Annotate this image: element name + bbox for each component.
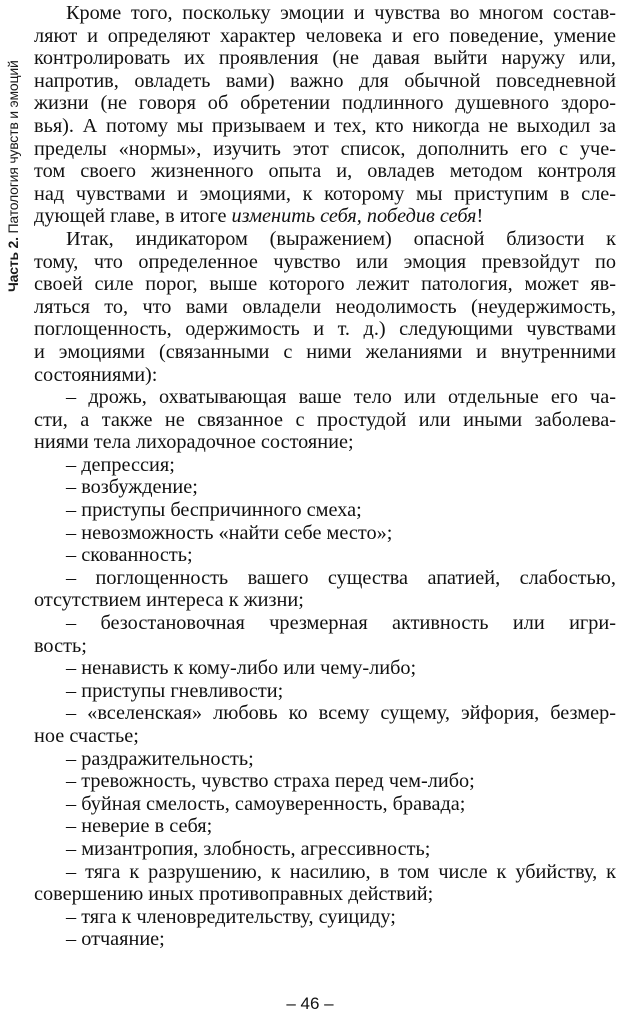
text-line: [34, 364, 616, 387]
text-line-content: над чувствами и эмоциями, к которому мы приступим в сле-: [34, 182, 616, 205]
text-line-content: – «вселенская» любовь ко всему сущему, эйфория, безмер-: [66, 702, 616, 725]
text-line: [34, 748, 616, 771]
text-line-content: – поглощенность вашего существа апатией, слабостью,: [66, 566, 616, 589]
text-line-content: – отчаяние;: [66, 928, 165, 951]
text-line-content: – приступы беспричинного смеха;: [66, 499, 362, 522]
text-line-content: – скованность;: [66, 544, 193, 567]
text-line: [34, 499, 616, 522]
text-line-content: своей силе порог, выше которого лежит патология, может яв-: [34, 273, 616, 296]
text-line: [34, 47, 616, 70]
text-line-content: – буйная смелость, самоуверенность, бравада;: [66, 792, 466, 815]
text-line: [34, 476, 616, 499]
running-header-title: Патология чувств и эмоций: [5, 60, 21, 234]
text-line-content: и эмоциями (связанными с ними желаниями и внутренними: [34, 340, 616, 363]
text-line: [34, 341, 616, 364]
text-line-content: состояниями):: [34, 363, 158, 386]
text-line: [34, 183, 616, 206]
text-line-content: – тяга к членовредительству, суициду;: [66, 905, 396, 928]
text-line-content: вость;: [34, 634, 87, 657]
text-line: [34, 567, 616, 590]
text-line: [34, 251, 616, 274]
text-line: [34, 589, 616, 612]
running-header-part: Часть 2.: [5, 237, 21, 292]
text-line-content: – безостановочная чрезмерная активность или игри-: [66, 612, 616, 635]
text-line: [34, 522, 616, 545]
text-line: [34, 115, 616, 138]
text-line: [34, 409, 616, 432]
text-line-content: – тревожность, чувство страха перед чем-либо;: [66, 770, 475, 793]
text-line-content: – приступы гневливости;: [66, 679, 284, 702]
text-line: [34, 702, 616, 725]
text-line: [34, 138, 616, 161]
text-line-content: Кроме того, поскольку эмоции и чувства во многом состав-: [66, 2, 616, 24]
text-line: [34, 883, 616, 906]
text-line-content: отсутствием интереса к жизни;: [34, 589, 304, 612]
text-line-content: – мизантропия, злобность, агрессивность;: [66, 837, 431, 860]
text-line: [34, 431, 616, 454]
text-line-content: жизни (не говоря об обретении подлинного душевного здоро-: [34, 92, 616, 115]
text-line-content: – дрожь, охватывающая ваше тело или отдельные его ча-: [66, 386, 616, 409]
page-number: – 46 –: [286, 994, 334, 1013]
text-line-content: ное счастье;: [34, 725, 139, 747]
text-line: [34, 838, 616, 861]
text-line: [34, 680, 616, 703]
text-line: [34, 928, 616, 951]
text-line: [34, 228, 616, 251]
text-line: [34, 386, 616, 409]
text-line: [34, 861, 616, 884]
text-line: [34, 770, 616, 793]
text-line: [34, 2, 616, 25]
text-line: [34, 793, 616, 816]
text-line: [34, 160, 616, 183]
text-line: [34, 725, 616, 748]
text-line: [34, 273, 616, 296]
page-body-text: [34, 2, 616, 951]
text-line-content: тому, что определенное чувство или эмоция превзойдут по: [34, 250, 616, 273]
text-line: [34, 318, 616, 341]
text-line-content: ляться то, что вами овладели неодолимость (неудержимость,: [34, 295, 616, 318]
text-line-content: – тяга к разрушению, к насилию, в том числе к убийству, к: [66, 860, 616, 883]
text-line: [34, 612, 616, 635]
text-line-content: контролировать их проявления (не давая выйти наружу или,: [34, 47, 616, 70]
text-line-content: – невозможность «найти себе место»;: [66, 521, 393, 544]
text-line-content: ляют и определяют характер человека и его поведение, умение: [34, 24, 616, 47]
text-line-content: вья). А потому мы призываем и тех, кто никогда не выходил за: [34, 114, 616, 137]
text-line: [34, 205, 616, 228]
text-line: [34, 635, 616, 658]
text-line-content: ниями тела лихорадочное состояние;: [34, 431, 354, 454]
text-line: [34, 906, 616, 929]
running-header-text: [5, 60, 21, 292]
text-line-content: – ненависть к кому-либо или чему-либо;: [66, 657, 417, 680]
text-line-content: дующей главе, в итоге: [34, 205, 232, 228]
text-line-content: совершению иных противоправных действий;: [34, 883, 434, 906]
text-line-content: – неверие в себя;: [66, 815, 213, 838]
text-line-content: – возбуждение;: [66, 476, 198, 499]
text-line-content: – раздражительность;: [66, 747, 254, 770]
text-line: [34, 25, 616, 48]
text-line: [34, 815, 616, 838]
text-line: [34, 92, 616, 115]
text-line-content: – депрессия;: [66, 453, 175, 476]
text-line-tail: !: [476, 205, 484, 228]
text-line-content: пределы «нормы», изучить этот список, дополнить его с уче-: [34, 137, 616, 160]
text-line-content: Итак, индикатором (выражением) опасной близости к: [66, 227, 616, 250]
text-line-content: напротив, овладеть вами) важно для обычной повседневной: [34, 69, 616, 92]
text-line-content: поглощенность, одержимость и т. д.) следующими чувствами: [34, 318, 616, 341]
italic-phrase: изменить себя, победив себя: [231, 205, 477, 228]
text-line-content: том своего жизненного опыта и, овладев методом контроля: [34, 160, 616, 183]
text-line: [34, 657, 616, 680]
text-line: [34, 70, 616, 93]
text-line: [34, 296, 616, 319]
text-line: [34, 454, 616, 477]
text-line: [34, 544, 616, 567]
text-line-content: сти, а также не связанное с простудой или иными заболева-: [34, 408, 616, 431]
